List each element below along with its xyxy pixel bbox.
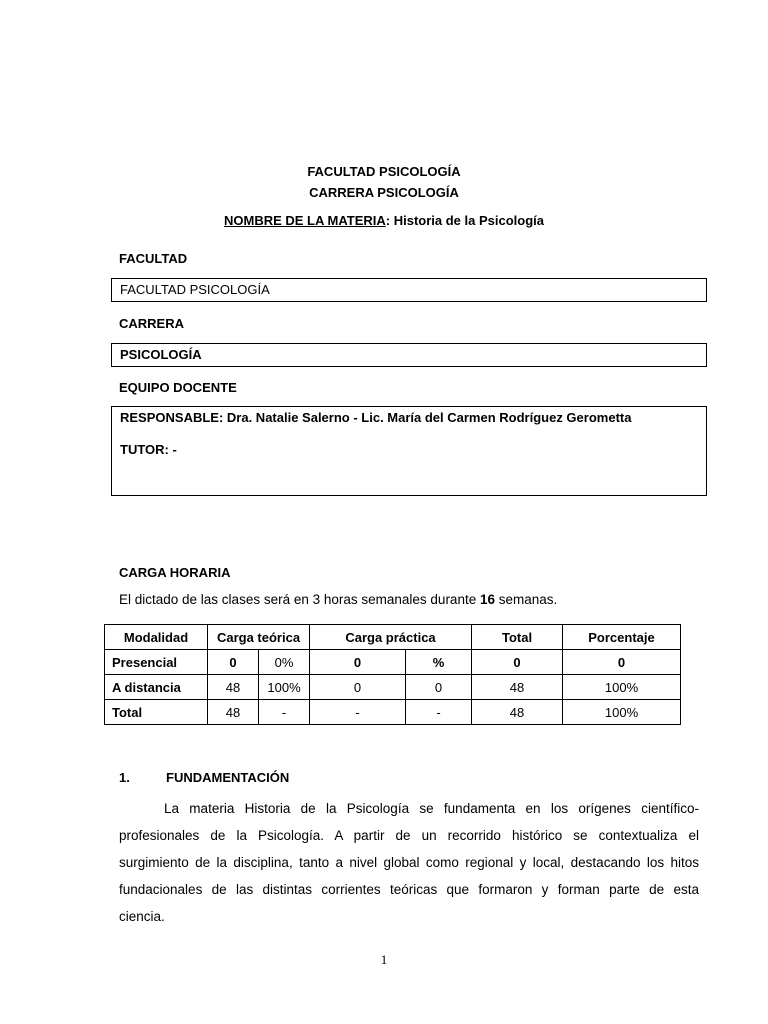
paragraph-line-text: ciencia. bbox=[119, 909, 165, 924]
cell-practica-pct: % bbox=[406, 650, 472, 675]
subject-value: Historia de la Psicología bbox=[390, 213, 544, 228]
cell-total: 48 bbox=[472, 700, 563, 725]
cell-practica-hours: - bbox=[310, 700, 406, 725]
cell-practica-hours: 0 bbox=[310, 675, 406, 700]
faculty-heading: FACULTAD PSICOLOGÍA bbox=[307, 164, 461, 179]
cell-teorica-pct: 100% bbox=[259, 675, 310, 700]
carga-weeks: 16 bbox=[479, 592, 495, 607]
carga-label: CARGA HORARIA bbox=[119, 565, 231, 580]
cell-practica-pct: 0 bbox=[406, 675, 472, 700]
header-practica: Carga práctica bbox=[310, 625, 472, 650]
paragraph-line-text: fundacionales de las distintas corrientes teóricas que formaron y forman parte de esta bbox=[119, 882, 699, 897]
responsable-text: RESPONSABLE: Dra. Natalie Salerno - Lic. María del Carmen Rodríguez Gerometta bbox=[120, 410, 632, 425]
page-number: 1 bbox=[380, 952, 388, 967]
paragraph-line bbox=[119, 795, 699, 822]
paragraph-line-text: profesionales de la Psicología. A partir de un recorrido histórico se contextualiza el bbox=[119, 828, 699, 843]
subject-label: NOMBRE DE LA MATERIA bbox=[223, 213, 386, 228]
cell-teorica-hours: 48 bbox=[208, 700, 259, 725]
table-header-row bbox=[105, 625, 681, 650]
equipo-box bbox=[111, 406, 707, 496]
cell-total: 48 bbox=[472, 675, 563, 700]
carrera-value: PSICOLOGÍA bbox=[120, 347, 202, 362]
row-label: Presencial bbox=[105, 650, 208, 675]
fundamentacion-paragraph bbox=[119, 795, 699, 930]
carga-text-before: El dictado de las clases será en 3 horas semanales durante bbox=[119, 592, 480, 607]
header-modalidad: Modalidad bbox=[105, 625, 208, 650]
section-number: 1. bbox=[119, 770, 130, 785]
carrera-label: CARRERA bbox=[119, 316, 184, 331]
facultad-label: FACULTAD bbox=[119, 251, 188, 266]
paragraph-line-text: surgimiento de la disciplina, tanto a nivel global como regional y local, destacando los hitos bbox=[119, 855, 699, 870]
equipo-label: EQUIPO DOCENTE bbox=[119, 380, 237, 395]
cell-teorica-hours: 0 bbox=[208, 650, 259, 675]
subject-heading bbox=[0, 213, 768, 228]
cell-practica-pct: - bbox=[406, 700, 472, 725]
table-row bbox=[105, 650, 681, 675]
row-label: Total bbox=[105, 700, 208, 725]
cell-porcentaje: 100% bbox=[563, 675, 681, 700]
paragraph-line bbox=[119, 876, 699, 903]
subject-separator: : bbox=[385, 213, 391, 228]
carga-text-after: semanas. bbox=[495, 592, 558, 607]
facultad-value: FACULTAD PSICOLOGÍA bbox=[120, 282, 270, 297]
section-title: FUNDAMENTACIÓN bbox=[166, 770, 290, 785]
paragraph-line-text: La materia Historia de la Psicología se fundamenta en los orígenes científico- bbox=[164, 801, 699, 816]
header-porcentaje: Porcentaje bbox=[563, 625, 681, 650]
carga-text bbox=[119, 592, 557, 607]
paragraph-line bbox=[119, 822, 699, 849]
table-row bbox=[105, 700, 681, 725]
header-teorica: Carga teórica bbox=[208, 625, 310, 650]
cell-total: 0 bbox=[472, 650, 563, 675]
header-total: Total bbox=[472, 625, 563, 650]
cell-porcentaje: 100% bbox=[563, 700, 681, 725]
table-row bbox=[105, 675, 681, 700]
cell-porcentaje: 0 bbox=[563, 650, 681, 675]
cell-teorica-pct: - bbox=[259, 700, 310, 725]
paragraph-line bbox=[119, 849, 699, 876]
cell-practica-hours: 0 bbox=[310, 650, 406, 675]
tutor-text: TUTOR: - bbox=[120, 442, 177, 457]
carga-table bbox=[104, 624, 681, 725]
cell-teorica-pct: 0% bbox=[259, 650, 310, 675]
row-label: A distancia bbox=[105, 675, 208, 700]
carrera-box bbox=[111, 343, 707, 367]
career-heading: CARRERA PSICOLOGÍA bbox=[309, 185, 459, 200]
cell-teorica-hours: 48 bbox=[208, 675, 259, 700]
facultad-box bbox=[111, 278, 707, 302]
paragraph-line bbox=[119, 903, 699, 930]
